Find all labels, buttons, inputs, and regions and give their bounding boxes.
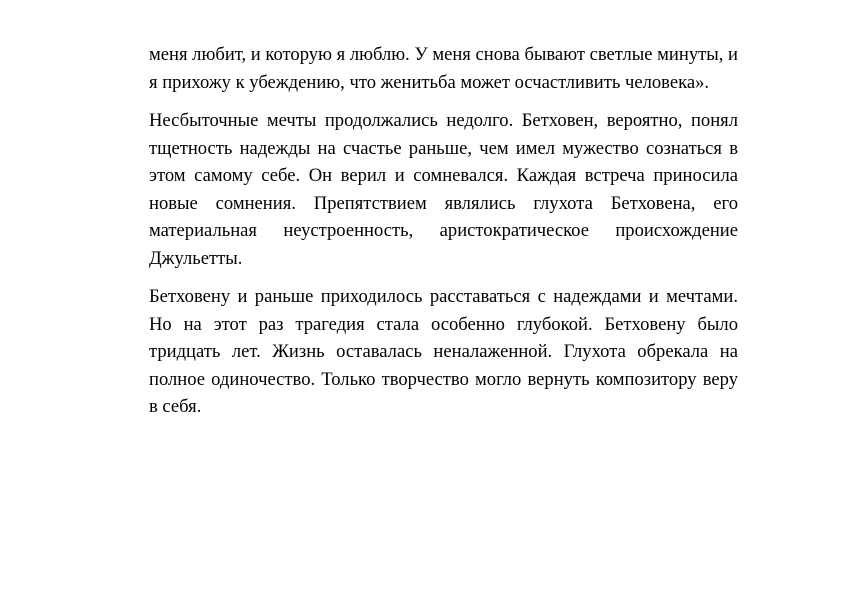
text-body bbox=[149, 41, 738, 432]
paragraph-2: Несбыточные мечты продолжались недолго. Бетховен, вероятно, понял тщетность надежды на счастье раньше, чем имел мужество сознаться в этом самому себе. Он верил и сомневался. Каждая встреча приносила новые сомнения. Препятствием являлись глухота Бетховена, его материальная неустроенность, аристократическое происхождение Джульетты. bbox=[149, 110, 738, 269]
paragraph-3: Бетховену и раньше приходилось расставаться с надеждами и мечтами. Но на этот раз трагедия стала особенно глубокой. Бетховену было тридцать лет. Жизнь оставалась неналаженной. Глухота обрекала на полное одиночество. Только творчество могло вернуть композитору веру в себя. bbox=[149, 286, 738, 417]
paragraph-1: меня любит, и которую я люблю. У меня снова бывают светлые минуты, и я прихожу к убеждению, что женитьба может осчастливить человека». bbox=[149, 44, 738, 93]
